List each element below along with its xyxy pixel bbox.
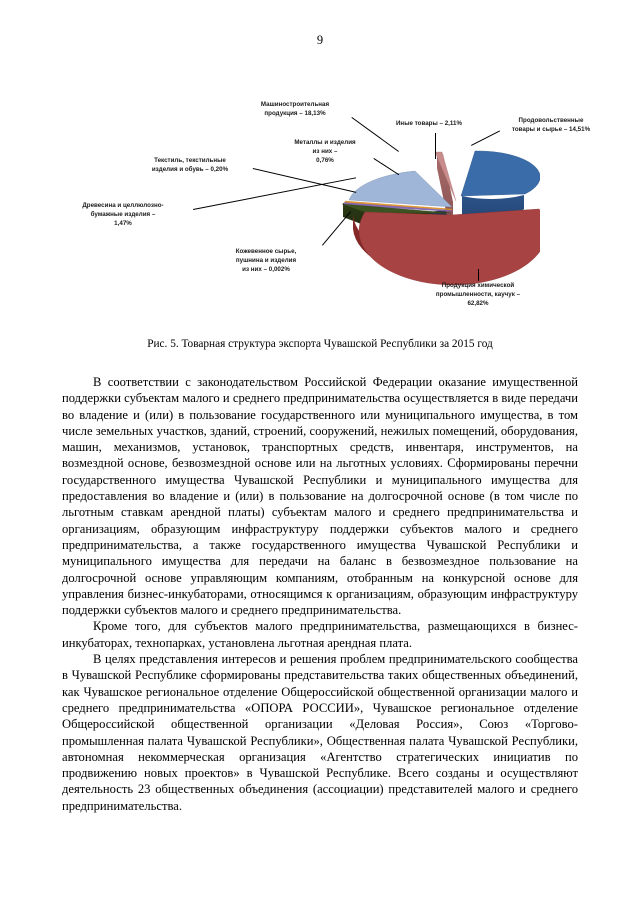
chart-label-textile: Текстиль, текстильные изделия и обувь – 0,20%	[151, 157, 229, 173]
leader-line-chemicals	[478, 269, 479, 281]
figure-pie-chart	[0, 85, 640, 330]
chart-label-metals: Металлы и изделия из них – 0,76%	[294, 139, 356, 164]
leader-line-other-goods	[435, 133, 436, 159]
page-number: 9	[316, 33, 324, 47]
paragraph-2: Кроме того, для субъектов малого предпринимательства, размещающихся в бизнес-инкубаторах, технопарках, установлена льготная арендная плата.	[62, 619, 578, 650]
paragraph-3: В целях представления интересов и решения проблем предпринимательского сообщества в Чувашской Республике сформированы представительства таких общественных объединений, как Чувашское региональное отделение Общероссийской общественной организации малого и среднего предпринимательства «ОПОРА РОССИИ», Чувашское региональное отделение Общероссийской общественной организации «Деловая Россия», Союз «Торгово-промышленная палата Чувашской Республики», Общественная палата Чувашской Республики, автономная некоммерческая организация «Агентство стратегических инициатив по продвижению новых проектов» в Чувашской Республике. Всего созданы и осуществляют деятельность 23 общественных объединения (ассоциации) представителей малого и среднего предпринимательства.	[62, 652, 578, 813]
body-text	[62, 374, 578, 814]
figure-caption: Рис. 5. Товарная структура экспорта Чувашской Республики за 2015 год	[147, 338, 493, 350]
chart-label-wood: Древесина и целлюлозно- бумажные изделия – 1,47%	[82, 202, 164, 227]
chart-label-machinery: Машиностроительная продукция – 18,13%	[260, 101, 330, 117]
chart-stage	[0, 85, 640, 330]
paragraph-1: В соответствии с законодательством Российской Федерации оказание имущественной поддержки субъектам малого и среднего предпринимательства осуществляется в виде передачи во владение и (или) в пользование государственного или муниципального имущества, в том числе земельных участков, зданий, строений, сооружений, нежилых помещений, оборудования, машин, механизмов, установок, транспортных средств, инвентаря, инструментов, на возмездной основе, безвозмездной основе или на льготных условиях. Сформированы перечни государственного имущества Чувашской Республики и муниципального имущества для предоставления во владение и (или) в пользование на долгосрочной основе (в том числе по льготным ставкам арендной платы) субъектам малого и среднего предпринимательства и организациям, образующим инфраструктуру поддержки субъектов малого и среднего предпринимательства, а также государственного имущества Чувашской Республики и муниципального имущества для передачи на баланс в безвозмездное пользование на долгосрочной основе управляющим компаниям, отобранным на конкурсной основе для управления бизнес-инкубаторами, относящимся к организациям, образующим инфраструктуру поддержки субъектов малого и среднего предпринимательства.	[62, 375, 578, 618]
chart-label-leather: Кожевенное сырье, пушнина и изделия из них – 0,002%	[235, 248, 297, 273]
chart-label-food: Продовольственные товары и сырье – 14,51%	[511, 117, 591, 133]
chart-label-other-goods: Иные товары – 2,11%	[395, 120, 463, 127]
chart-label-chemicals: Продукция химической промышленности, каучук – 62,82%	[435, 282, 521, 307]
